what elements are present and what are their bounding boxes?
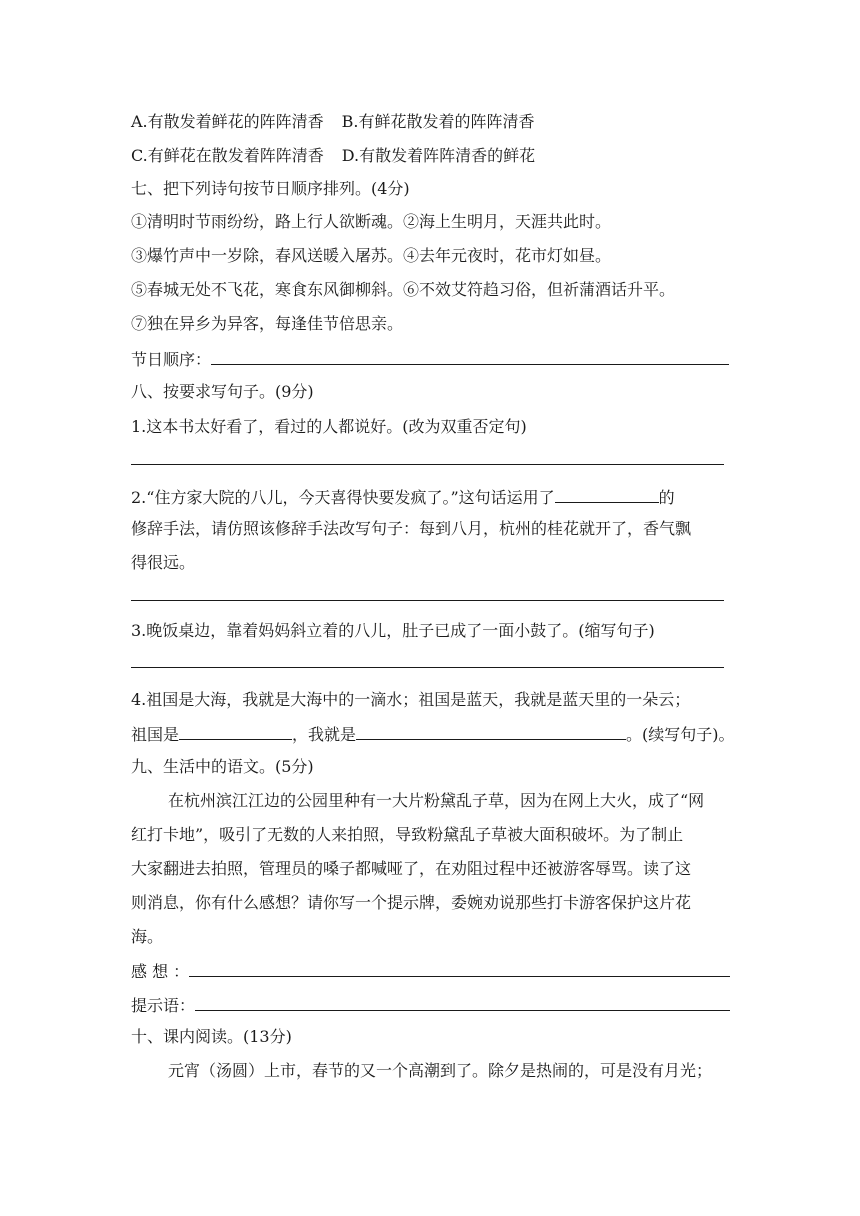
option-c: C.有鲜花在散发着阵阵清香	[131, 146, 324, 165]
question-2-line-3: 得很远。	[131, 553, 196, 572]
section-8-heading: 八、按要求写句子。(9分)	[131, 382, 314, 401]
question-2-line-2: 修辞手法，请仿照该修辞手法改写句子：每到八月，杭州的桂花就开了，香气飘	[131, 519, 692, 538]
section-9-heading: 九、生活中的语文。(5分)	[131, 757, 314, 776]
sign-label: 提示语：	[131, 996, 196, 1015]
poem-line-2: ③爆竹声中一岁除，春风送暖入屠苏。④去年元夜时，花市灯如昼。	[131, 246, 612, 265]
section-10-heading: 十、课内阅读。(13分)	[131, 1027, 292, 1046]
question-4-line-1: 4.祖国是大海，我就是大海中的一滴水；祖国是蓝天，我就是蓝天里的一朵云；	[131, 690, 691, 709]
festival-order-row	[131, 348, 729, 371]
option-a: A.有散发着鲜花的阵阵清香	[131, 112, 324, 131]
section-7-heading: 七、把下列诗句按节日顺序排列。(4分)	[131, 179, 410, 198]
motherland-blank[interactable]	[179, 723, 292, 740]
paragraph-line-2: 红打卡地”，吸引了无数的人来拍照，导致粉黛乱子草被大面积破坏。为了制止	[131, 825, 684, 844]
paragraph-line-3: 大家翻进去拍照，管理员的嗓子都喊哑了，在劝阻过程中还被游客辱骂。读了这	[131, 859, 692, 878]
paragraph-line-4: 则消息，你有什么感想？请你写一个提示牌，委婉劝说那些打卡游客保护这片花	[131, 893, 692, 912]
answer-line-3[interactable]	[131, 667, 724, 668]
question-2-line-1	[131, 486, 675, 509]
option-d: D.有散发着阵阵清香的鲜花	[341, 146, 536, 165]
feeling-label: 感 想 ：	[131, 962, 190, 981]
question-2-text-end: 的	[658, 488, 675, 507]
paragraph-line-5: 海。	[131, 927, 164, 946]
question-4-prefix: 祖国是	[131, 725, 180, 744]
festival-order-blank[interactable]	[211, 348, 729, 365]
answer-line-1[interactable]	[131, 464, 724, 465]
sign-blank[interactable]	[195, 994, 730, 1011]
question-3: 3.晚饭桌边，靠着妈妈斜立着的八儿，肚子已成了一面小鼓了。(缩写句子)	[131, 621, 655, 640]
option-b: B.有鲜花散发着的阵阵清香	[341, 112, 535, 131]
question-2-text: 2.“住方家大院的八儿，今天喜得快要发疯了。”这句话运用了	[131, 488, 555, 507]
answer-line-2[interactable]	[131, 600, 724, 601]
self-blank[interactable]	[356, 723, 626, 740]
paragraph-line-1: 在杭州滨江江边的公园里种有一大片粉黛乱子草，因为在网上大火，成了“网	[168, 791, 705, 810]
festival-order-label: 节日顺序：	[131, 350, 212, 369]
reading-first-line: 元宵（汤圆）上市，春节的又一个高潮到了。除夕是热闹的，可是没有月光；	[168, 1061, 713, 1080]
poem-line-3: ⑤春城无处不飞花，寒食东风御柳斜。⑥不效艾符趋习俗，但祈蒲酒话升平。	[131, 280, 676, 299]
question-4-line-2	[131, 723, 735, 746]
poem-line-1: ①清明时节雨纷纷，路上行人欲断魂。②海上生明月，天涯共此时。	[131, 212, 612, 231]
feeling-row	[131, 960, 730, 983]
feeling-blank[interactable]	[189, 960, 730, 977]
question-4-middle: ，我就是	[292, 725, 357, 744]
sign-row	[131, 994, 730, 1017]
rhetoric-blank[interactable]	[555, 486, 659, 503]
question-4-suffix: 。(续写句子)。	[626, 725, 735, 744]
question-1: 1.这本书太好看了，看过的人都说好。(改为双重否定句)	[131, 417, 527, 436]
poem-line-4: ⑦独在异乡为异客，每逢佳节倍思亲。	[131, 314, 404, 333]
options-row-ab	[131, 111, 535, 133]
options-row-cd	[131, 145, 535, 167]
